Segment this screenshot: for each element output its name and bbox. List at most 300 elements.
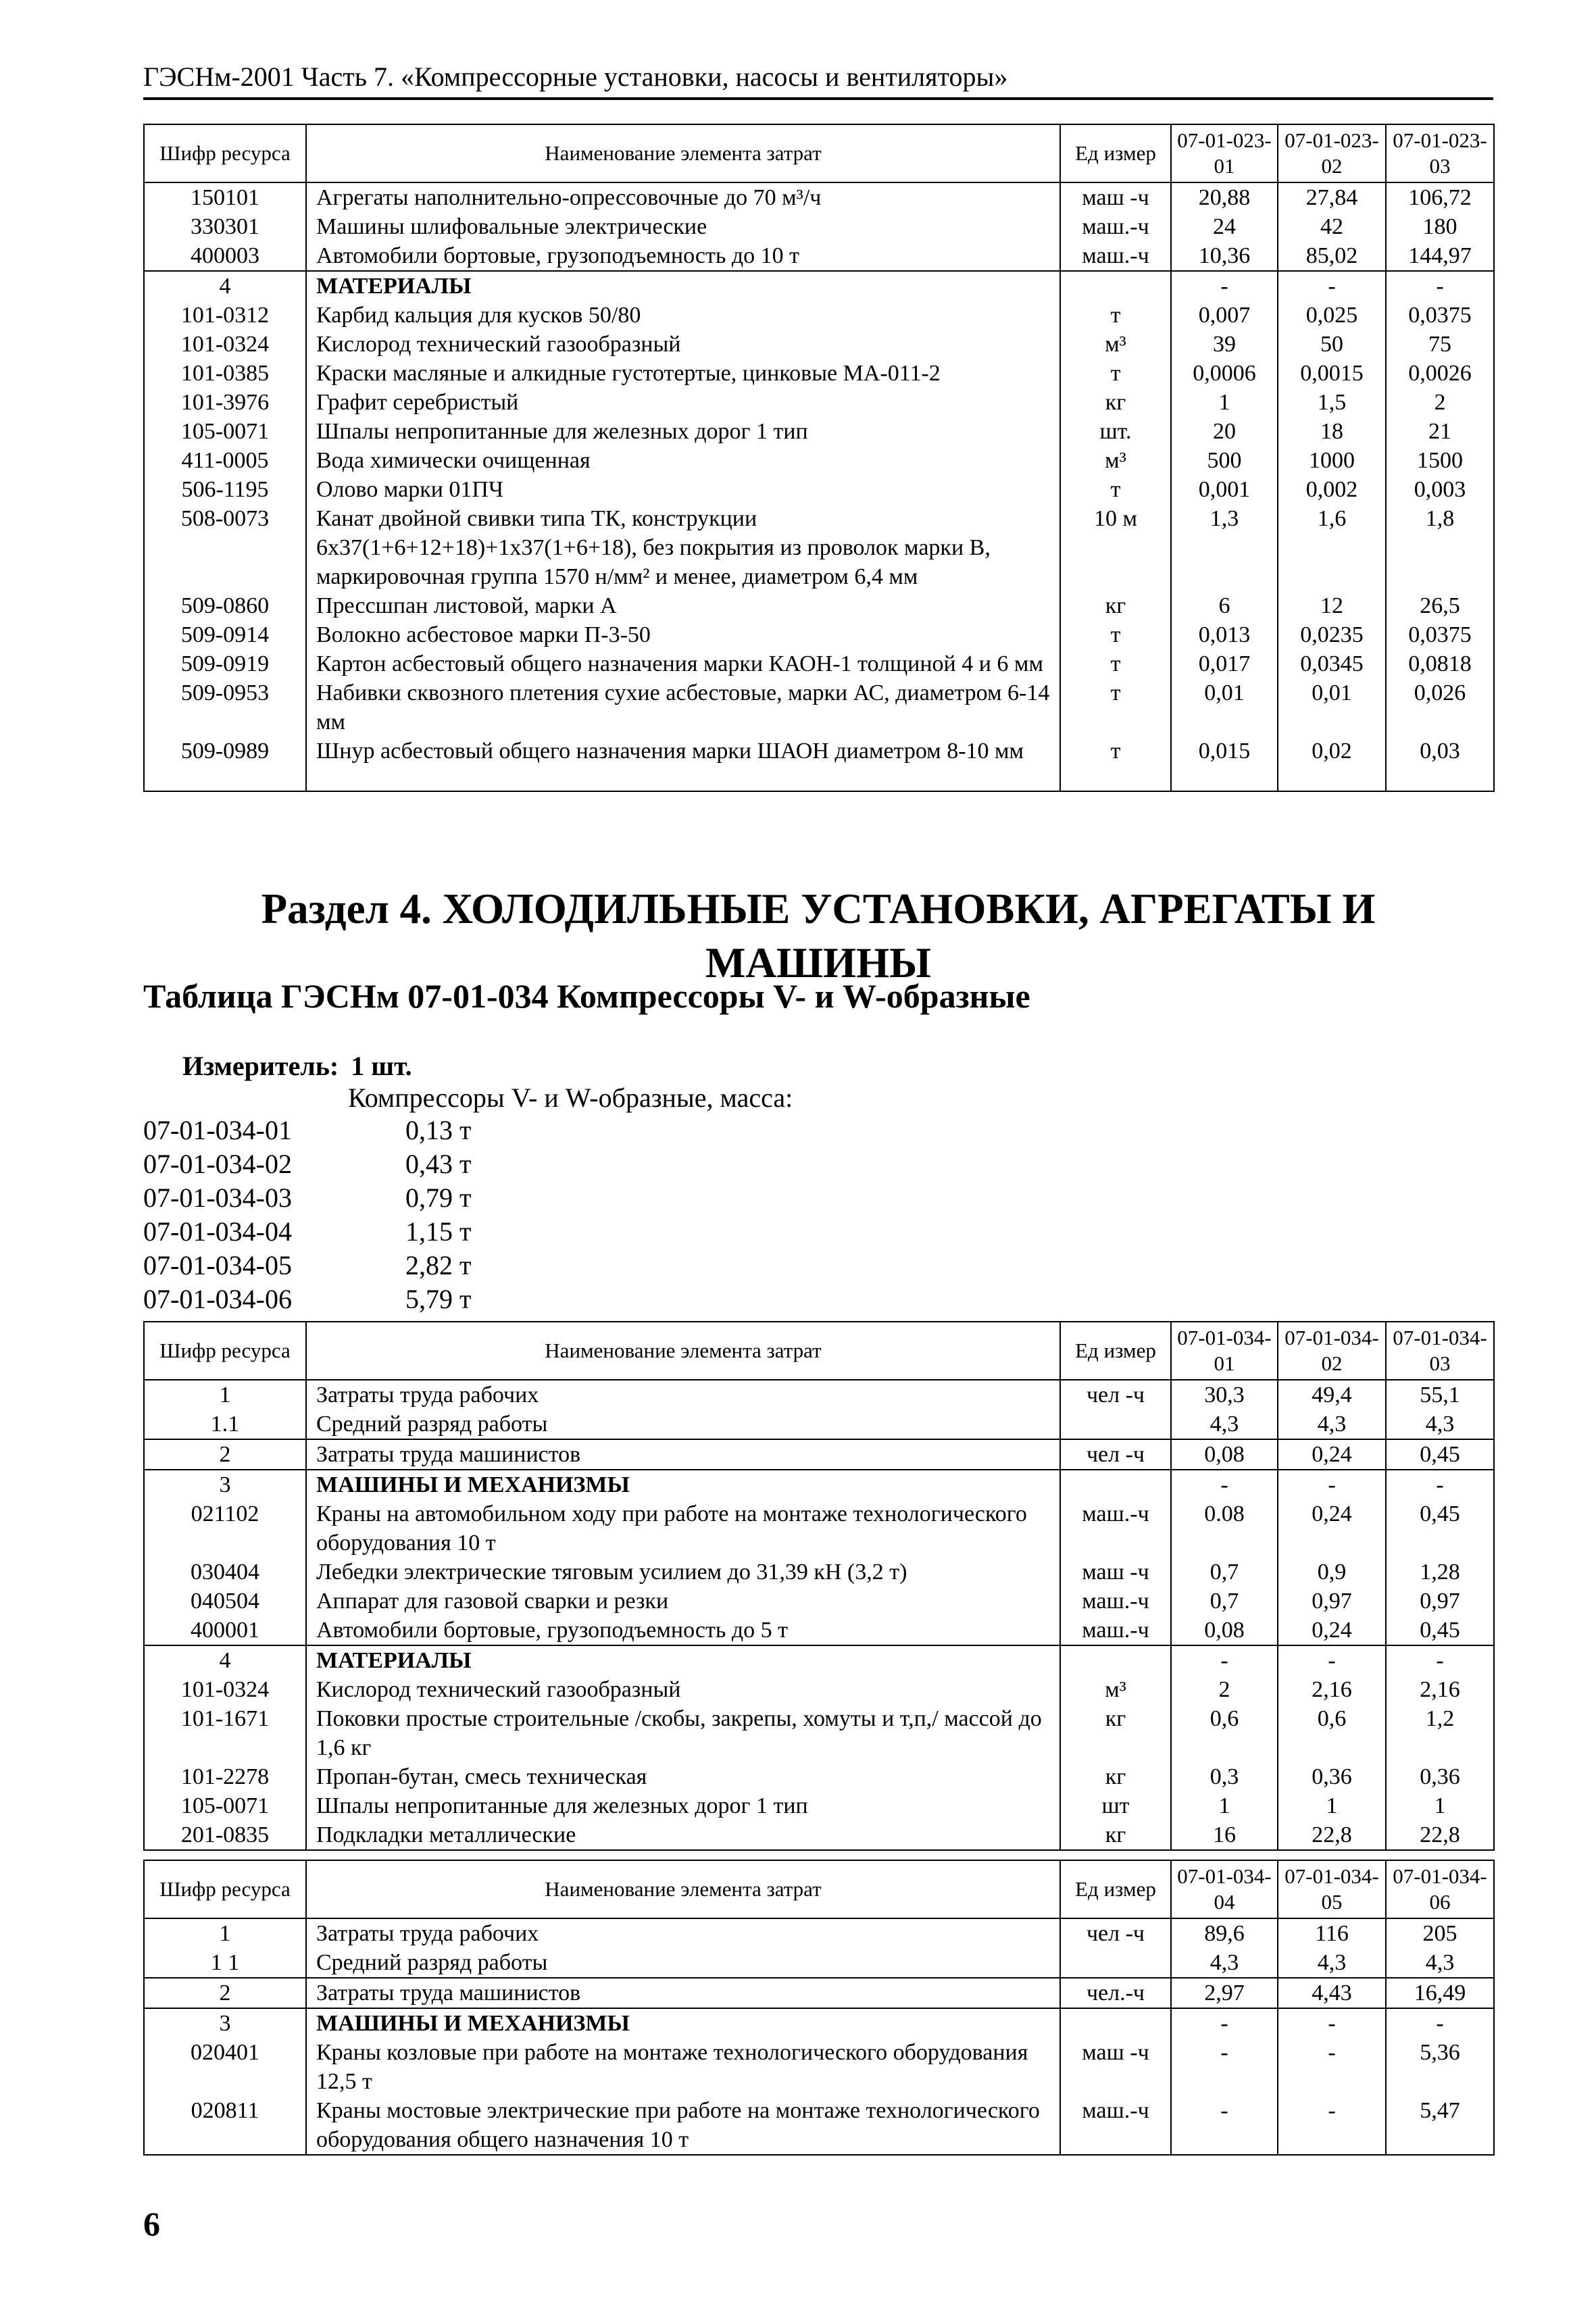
col-header-norm-1: 07-01-034-01 xyxy=(1171,1322,1278,1380)
cell-unit: чел -ч xyxy=(1060,1439,1171,1470)
cell-code: 2 xyxy=(144,1978,306,2008)
cell-value: - xyxy=(1278,2096,1386,2155)
table-row xyxy=(144,1704,1494,1762)
cell-value: 0,0375 xyxy=(1386,620,1494,649)
cell-value: 1 xyxy=(1278,1791,1386,1820)
cell-unit: кг xyxy=(1060,591,1171,620)
table-row xyxy=(144,591,1494,620)
cell-value: - xyxy=(1386,1470,1494,1499)
cell-value: 20,88 xyxy=(1171,182,1278,212)
cell-value: 16 xyxy=(1171,1820,1278,1850)
cell-value: 1 xyxy=(1171,388,1278,417)
table-row xyxy=(144,446,1494,475)
cell-value: 106,72 xyxy=(1386,182,1494,212)
measure-line xyxy=(182,1049,412,1083)
cell-code: 150101 xyxy=(144,182,306,212)
cell-unit: т xyxy=(1060,301,1171,330)
cell-unit: шт. xyxy=(1060,417,1171,446)
cell-name: МАТЕРИАЛЫ xyxy=(306,271,1060,301)
cell-code: 101-0324 xyxy=(144,330,306,359)
list-item xyxy=(143,1181,471,1215)
table-row xyxy=(144,504,1494,591)
cell-unit: чел.-ч xyxy=(1060,1978,1171,2008)
col-header-unit: Ед измер xyxy=(1060,124,1171,182)
cell-name: Затраты труда машинистов xyxy=(306,1978,1060,2008)
cell-value: 0,0345 xyxy=(1278,649,1386,678)
cell-name: Автомобили бортовые, грузоподъемность до 10 т xyxy=(306,241,1060,271)
table-row xyxy=(144,1791,1494,1820)
cell-code: 3 xyxy=(144,2008,306,2038)
cell-unit: кг xyxy=(1060,1762,1171,1791)
cell-value: 500 xyxy=(1171,446,1278,475)
cell-unit: маш.-ч xyxy=(1060,1499,1171,1558)
cell-unit: маш -ч xyxy=(1060,2038,1171,2096)
col-header-norm-5: 07-01-034-05 xyxy=(1278,1860,1386,1918)
cell-value: 20 xyxy=(1171,417,1278,446)
cell-code: 040504 xyxy=(144,1587,306,1616)
cell-value: 0,0818 xyxy=(1386,649,1494,678)
cell-unit: маш.-ч xyxy=(1060,241,1171,271)
cell-value: 0,007 xyxy=(1171,301,1278,330)
cell-code: 101-0324 xyxy=(144,1675,306,1704)
col-header-name: Наименование элемента затрат xyxy=(306,1322,1060,1380)
cell-value: 0,36 xyxy=(1278,1762,1386,1791)
cell-value: 18 xyxy=(1278,417,1386,446)
cell-name: Краски масляные и алкидные густотертые, цинковые МА-011-2 xyxy=(306,359,1060,388)
cell-name: Шнур асбестовый общего назначения марки ШАОН диаметром 8-10 мм xyxy=(306,737,1060,791)
cell-code: 101-2278 xyxy=(144,1762,306,1791)
table-row xyxy=(144,737,1494,791)
cell-name: Аппарат для газовой сварки и резки xyxy=(306,1587,1060,1616)
cell-unit: м³ xyxy=(1060,1675,1171,1704)
cell-value: 0,24 xyxy=(1278,1499,1386,1558)
cell-value: 26,5 xyxy=(1386,591,1494,620)
cell-code: 101-3976 xyxy=(144,388,306,417)
cell-value: 205 xyxy=(1386,1918,1494,1948)
cell-unit: м³ xyxy=(1060,330,1171,359)
cell-value: 1,28 xyxy=(1386,1558,1494,1587)
table-row xyxy=(144,182,1494,212)
mass-value: 2,82 т xyxy=(405,1250,472,1280)
mass-value: 5,79 т xyxy=(405,1284,472,1314)
table-row xyxy=(144,241,1494,271)
cell-code: 411-0005 xyxy=(144,446,306,475)
list-item xyxy=(143,1249,471,1283)
cell-name: Машины шлифовальные электрические xyxy=(306,212,1060,241)
cell-value: 1,5 xyxy=(1278,388,1386,417)
cell-value: 1000 xyxy=(1278,446,1386,475)
cell-code: 400001 xyxy=(144,1616,306,1645)
cell-value: - xyxy=(1171,2038,1278,2096)
cell-value: 0,015 xyxy=(1171,737,1278,791)
cell-code: 400003 xyxy=(144,241,306,271)
cell-unit: чел -ч xyxy=(1060,1380,1171,1410)
table-row xyxy=(144,1762,1494,1791)
cell-value: 39 xyxy=(1171,330,1278,359)
table-row xyxy=(144,475,1494,504)
cell-value: 1500 xyxy=(1386,446,1494,475)
cell-code: 020401 xyxy=(144,2038,306,2096)
col-header-name: Наименование элемента затрат xyxy=(306,1860,1060,1918)
cell-value: 12 xyxy=(1278,591,1386,620)
table-row xyxy=(144,678,1494,737)
cell-name: Шпалы непропитанные для железных дорог 1 тип xyxy=(306,417,1060,446)
cell-value: 4,3 xyxy=(1171,1410,1278,1439)
mass-code: 07-01-034-06 xyxy=(143,1284,292,1314)
cell-code: 201-0835 xyxy=(144,1820,306,1850)
cell-code: 101-1671 xyxy=(144,1704,306,1762)
mass-value: 0,79 т xyxy=(405,1183,472,1213)
cell-value: 0,0235 xyxy=(1278,620,1386,649)
cell-value: 1 xyxy=(1171,1791,1278,1820)
cell-value: 4,3 xyxy=(1278,1948,1386,1978)
cell-value: 2 xyxy=(1171,1675,1278,1704)
cell-value: 0,02 xyxy=(1278,737,1386,791)
cell-value: - xyxy=(1278,1645,1386,1675)
table-row xyxy=(144,1675,1494,1704)
cell-value: 0,0026 xyxy=(1386,359,1494,388)
cell-value: 1,3 xyxy=(1171,504,1278,591)
cell-name: Средний разряд работы xyxy=(306,1410,1060,1439)
cell-value: 2,16 xyxy=(1386,1675,1494,1704)
cell-name: Олово марки 01ПЧ xyxy=(306,475,1060,504)
table-row xyxy=(144,1439,1494,1470)
cell-code: 1 xyxy=(144,1380,306,1410)
cell-name: Краны козловые при работе на монтаже технологического оборудования 12,5 т xyxy=(306,2038,1060,2096)
cell-value: 6 xyxy=(1171,591,1278,620)
col-header-norm-3: 07-01-034-03 xyxy=(1386,1322,1494,1380)
col-header-code: Шифр ресурса xyxy=(144,124,306,182)
cell-value: 2,97 xyxy=(1171,1978,1278,2008)
cell-value: 0,7 xyxy=(1171,1587,1278,1616)
cell-unit xyxy=(1060,1948,1171,1978)
table-row xyxy=(144,301,1494,330)
list-item xyxy=(143,1114,471,1147)
cell-value: 144,97 xyxy=(1386,241,1494,271)
cell-unit: кг xyxy=(1060,1820,1171,1850)
col-header-norm-6: 07-01-034-06 xyxy=(1386,1860,1494,1918)
cell-code: 1 xyxy=(144,1918,306,1948)
cell-code: 509-0860 xyxy=(144,591,306,620)
cell-unit: маш.-ч xyxy=(1060,212,1171,241)
cell-code: 101-0312 xyxy=(144,301,306,330)
cell-unit xyxy=(1060,1470,1171,1499)
cell-code: 105-0071 xyxy=(144,417,306,446)
mass-value: 1,15 т xyxy=(405,1216,472,1247)
cell-value: - xyxy=(1386,1645,1494,1675)
measure-value: 1 шт. xyxy=(351,1051,412,1081)
col-header-code: Шифр ресурса xyxy=(144,1322,306,1380)
cell-unit xyxy=(1060,271,1171,301)
cell-value: - xyxy=(1386,271,1494,301)
cell-name: Карбид кальция для кусков 50/80 xyxy=(306,301,1060,330)
cell-code: 509-0953 xyxy=(144,678,306,737)
cell-value: 24 xyxy=(1171,212,1278,241)
cell-code: 021102 xyxy=(144,1499,306,1558)
cell-value: 0,7 xyxy=(1171,1558,1278,1587)
cell-value: 0,013 xyxy=(1171,620,1278,649)
cell-value: 0,01 xyxy=(1171,678,1278,737)
table-header-row xyxy=(144,124,1494,182)
cell-value: 0.08 xyxy=(1171,1499,1278,1558)
cell-unit: т xyxy=(1060,737,1171,791)
table-row xyxy=(144,330,1494,359)
list-item xyxy=(143,1283,471,1316)
cell-unit: т xyxy=(1060,359,1171,388)
cell-value: 0,45 xyxy=(1386,1499,1494,1558)
table-row xyxy=(144,1918,1494,1948)
cell-value: - xyxy=(1171,2008,1278,2038)
cell-value: - xyxy=(1171,271,1278,301)
cell-name: Краны на автомобильном ходу при работе на монтаже технологического оборудования 10 т xyxy=(306,1499,1060,1558)
table-row xyxy=(144,417,1494,446)
cell-name: Поковки простые строительные /скобы, закрепы, хомуты и т,п,/ массой до 1,6 кг xyxy=(306,1704,1060,1762)
cell-value: 0,6 xyxy=(1171,1704,1278,1762)
cell-value: 4,3 xyxy=(1386,1410,1494,1439)
cell-name: Лебедки электрические тяговым усилием до 31,39 кН (3,2 т) xyxy=(306,1558,1060,1587)
col-header-unit: Ед измер xyxy=(1060,1860,1171,1918)
cell-value: 1,8 xyxy=(1386,504,1494,591)
cell-name: Волокно асбестовое марки П-3-50 xyxy=(306,620,1060,649)
cell-name: Пропан-бутан, смесь техническая xyxy=(306,1762,1060,1791)
cell-value: 10,36 xyxy=(1171,241,1278,271)
cell-value: 0,03 xyxy=(1386,737,1494,791)
cell-unit: т xyxy=(1060,475,1171,504)
cell-value: 1,2 xyxy=(1386,1704,1494,1762)
cell-value: 0,9 xyxy=(1278,1558,1386,1587)
cell-code: 509-0919 xyxy=(144,649,306,678)
cell-value: - xyxy=(1278,2008,1386,2038)
cell-value: 0,01 xyxy=(1278,678,1386,737)
cell-code: 2 xyxy=(144,1439,306,1470)
cell-name: Затраты труда машинистов xyxy=(306,1439,1060,1470)
cell-unit: маш -ч xyxy=(1060,1558,1171,1587)
cell-value: 55,1 xyxy=(1386,1380,1494,1410)
cell-unit: маш -ч xyxy=(1060,182,1171,212)
col-header-name: Наименование элемента затрат xyxy=(306,124,1060,182)
table-row xyxy=(144,1558,1494,1587)
cell-value: 21 xyxy=(1386,417,1494,446)
table-header-row xyxy=(144,1860,1494,1918)
cell-unit: маш.-ч xyxy=(1060,2096,1171,2155)
mass-code: 07-01-034-02 xyxy=(143,1149,292,1179)
table-row xyxy=(144,271,1494,301)
cell-name: Кислород технический газообразный xyxy=(306,1675,1060,1704)
cell-value: 0,08 xyxy=(1171,1616,1278,1645)
cell-code: 020811 xyxy=(144,2096,306,2155)
table-row xyxy=(144,359,1494,388)
col-header-norm-3: 07-01-023-03 xyxy=(1386,124,1494,182)
cell-value: 180 xyxy=(1386,212,1494,241)
cell-unit: м³ xyxy=(1060,446,1171,475)
cell-unit: кг xyxy=(1060,388,1171,417)
table-row xyxy=(144,2038,1494,2096)
table-row xyxy=(144,1645,1494,1675)
cell-value: 116 xyxy=(1278,1918,1386,1948)
cost-table-023 xyxy=(143,124,1495,792)
mass-code: 07-01-034-03 xyxy=(143,1183,292,1213)
cell-unit xyxy=(1060,2008,1171,2038)
table-row xyxy=(144,1948,1494,1978)
mass-list xyxy=(143,1114,471,1316)
cell-unit: т xyxy=(1060,649,1171,678)
table-row xyxy=(144,1499,1494,1558)
cell-value: 22,8 xyxy=(1278,1820,1386,1850)
cell-value: - xyxy=(1171,1470,1278,1499)
cell-value: 27,84 xyxy=(1278,182,1386,212)
cell-code: 509-0914 xyxy=(144,620,306,649)
cell-unit: т xyxy=(1060,678,1171,737)
cell-value: 2,16 xyxy=(1278,1675,1386,1704)
cell-name: Графит серебристый xyxy=(306,388,1060,417)
table-row xyxy=(144,1380,1494,1410)
col-header-norm-4: 07-01-034-04 xyxy=(1171,1860,1278,1918)
cell-value: 0,0015 xyxy=(1278,359,1386,388)
cell-value: 22,8 xyxy=(1386,1820,1494,1850)
table-row xyxy=(144,2008,1494,2038)
cell-value: - xyxy=(1278,271,1386,301)
cell-value: 2 xyxy=(1386,388,1494,417)
cost-table-034-b xyxy=(143,1860,1495,2156)
table-header-row xyxy=(144,1322,1494,1380)
cell-unit: 10 м xyxy=(1060,504,1171,591)
cell-value: 50 xyxy=(1278,330,1386,359)
cell-unit: шт xyxy=(1060,1791,1171,1820)
cell-code: 3 xyxy=(144,1470,306,1499)
cell-value: 0,002 xyxy=(1278,475,1386,504)
cell-value: 0,36 xyxy=(1386,1762,1494,1791)
table-title: Таблица ГЭСНм 07-01-034 Компрессоры V- и W-образные xyxy=(143,977,1030,1015)
cell-value: 0,6 xyxy=(1278,1704,1386,1762)
cell-code: 030404 xyxy=(144,1558,306,1587)
col-header-norm-2: 07-01-034-02 xyxy=(1278,1322,1386,1380)
cell-value: - xyxy=(1171,2096,1278,2155)
cell-name: Затраты труда рабочих xyxy=(306,1380,1060,1410)
cell-value: - xyxy=(1386,2008,1494,2038)
cell-value: 4,3 xyxy=(1278,1410,1386,1439)
cell-code: 330301 xyxy=(144,212,306,241)
cell-unit: кг xyxy=(1060,1704,1171,1762)
cell-unit: маш.-ч xyxy=(1060,1587,1171,1616)
cell-value: 0,025 xyxy=(1278,301,1386,330)
table-row xyxy=(144,649,1494,678)
cell-code: 1 1 xyxy=(144,1948,306,1978)
cell-code: 101-0385 xyxy=(144,359,306,388)
cell-value: 1,6 xyxy=(1278,504,1386,591)
mass-value: 0,13 т xyxy=(405,1115,472,1145)
list-item xyxy=(143,1215,471,1249)
table-row xyxy=(144,620,1494,649)
cell-name: Шпалы непропитанные для железных дорог 1 тип xyxy=(306,1791,1060,1820)
cell-code: 1.1 xyxy=(144,1410,306,1439)
mass-code: 07-01-034-04 xyxy=(143,1216,292,1247)
cell-value: - xyxy=(1278,1470,1386,1499)
cell-value: 5,47 xyxy=(1386,2096,1494,2155)
cell-unit xyxy=(1060,1645,1171,1675)
cell-name: Затраты труда рабочих xyxy=(306,1918,1060,1948)
cell-value: 30,3 xyxy=(1171,1380,1278,1410)
cell-name: Краны мостовые электрические при работе на монтаже технологического оборудования общего назначения 10 т xyxy=(306,2096,1060,2155)
cell-value: 0,08 xyxy=(1171,1439,1278,1470)
cell-value: 4,3 xyxy=(1386,1948,1494,1978)
cell-value: 0,003 xyxy=(1386,475,1494,504)
cell-value: 0,0375 xyxy=(1386,301,1494,330)
cell-code: 105-0071 xyxy=(144,1791,306,1820)
cell-value: 0,026 xyxy=(1386,678,1494,737)
table-row xyxy=(144,388,1494,417)
list-item xyxy=(143,1147,471,1181)
cell-name: Набивки сквозного плетения сухие асбестовые, марки АС, диаметром 6-14 мм xyxy=(306,678,1060,737)
cell-name: Подкладки металлические xyxy=(306,1820,1060,1850)
col-header-norm-2: 07-01-023-02 xyxy=(1278,124,1386,182)
cell-name: МАШИНЫ И МЕХАНИЗМЫ xyxy=(306,1470,1060,1499)
page-number: 6 xyxy=(143,2205,160,2243)
cell-name: Картон асбестовый общего назначения марки КАОН-1 толщиной 4 и 6 мм xyxy=(306,649,1060,678)
col-header-norm-1: 07-01-023-01 xyxy=(1171,124,1278,182)
cell-value: 0,001 xyxy=(1171,475,1278,504)
mass-value: 0,43 т xyxy=(405,1149,472,1179)
cell-value: 0,24 xyxy=(1278,1439,1386,1470)
cell-value: 4,43 xyxy=(1278,1978,1386,2008)
cell-unit xyxy=(1060,1410,1171,1439)
cell-code: 4 xyxy=(144,271,306,301)
cell-value: 16,49 xyxy=(1386,1978,1494,2008)
cell-name: Канат двойной свивки типа ТК, конструкции 6х37(1+6+12+18)+1х37(1+6+18), без покрытия из проволок марки В, маркировочная группа 1570 н/мм² и менее, диаметром 6,4 мм xyxy=(306,504,1060,591)
table-row xyxy=(144,2096,1494,2155)
cell-value: 85,02 xyxy=(1278,241,1386,271)
cell-value: 0,45 xyxy=(1386,1616,1494,1645)
table-row xyxy=(144,1587,1494,1616)
cell-value: - xyxy=(1278,2038,1386,2096)
cell-value: 4,3 xyxy=(1171,1948,1278,1978)
table-row xyxy=(144,212,1494,241)
cell-value: 0,24 xyxy=(1278,1616,1386,1645)
cell-unit: чел -ч xyxy=(1060,1918,1171,1948)
table-row xyxy=(144,1410,1494,1439)
cell-value: 75 xyxy=(1386,330,1494,359)
cell-name: Автомобили бортовые, грузоподъемность до 5 т xyxy=(306,1616,1060,1645)
cell-name: МАШИНЫ И МЕХАНИЗМЫ xyxy=(306,2008,1060,2038)
section-title: Раздел 4. ХОЛОДИЛЬНЫЕ УСТАНОВКИ, АГРЕГАТЫ И МАШИНЫ xyxy=(261,885,1376,987)
cell-name: МАТЕРИАЛЫ xyxy=(306,1645,1060,1675)
cell-name: Кислород технический газообразный xyxy=(306,330,1060,359)
table-row xyxy=(144,1470,1494,1499)
cell-name: Вода химически очищенная xyxy=(306,446,1060,475)
col-header-unit: Ед измер xyxy=(1060,1322,1171,1380)
table-row xyxy=(144,1616,1494,1645)
cell-value: - xyxy=(1171,1645,1278,1675)
cell-unit: т xyxy=(1060,620,1171,649)
cell-value: 42 xyxy=(1278,212,1386,241)
cell-unit: маш.-ч xyxy=(1060,1616,1171,1645)
table-row xyxy=(144,1978,1494,2008)
measure-label: Измеритель: xyxy=(182,1051,339,1081)
table-row xyxy=(144,1820,1494,1850)
cell-value: 0,45 xyxy=(1386,1439,1494,1470)
col-header-code: Шифр ресурса xyxy=(144,1860,306,1918)
cell-value: 0,97 xyxy=(1278,1587,1386,1616)
cost-table-034-a xyxy=(143,1321,1495,1851)
cell-value: 0,0006 xyxy=(1171,359,1278,388)
cell-value: 0,3 xyxy=(1171,1762,1278,1791)
cell-value: 89,6 xyxy=(1171,1918,1278,1948)
mass-intro: Компрессоры V- и W-образные, масса: xyxy=(348,1082,793,1113)
cell-code: 4 xyxy=(144,1645,306,1675)
cell-name: Прессшпан листовой, марки А xyxy=(306,591,1060,620)
cell-code: 508-0073 xyxy=(144,504,306,591)
cell-code: 509-0989 xyxy=(144,737,306,791)
cell-name: Агрегаты наполнительно-опрессовочные до 70 м³/ч xyxy=(306,182,1060,212)
